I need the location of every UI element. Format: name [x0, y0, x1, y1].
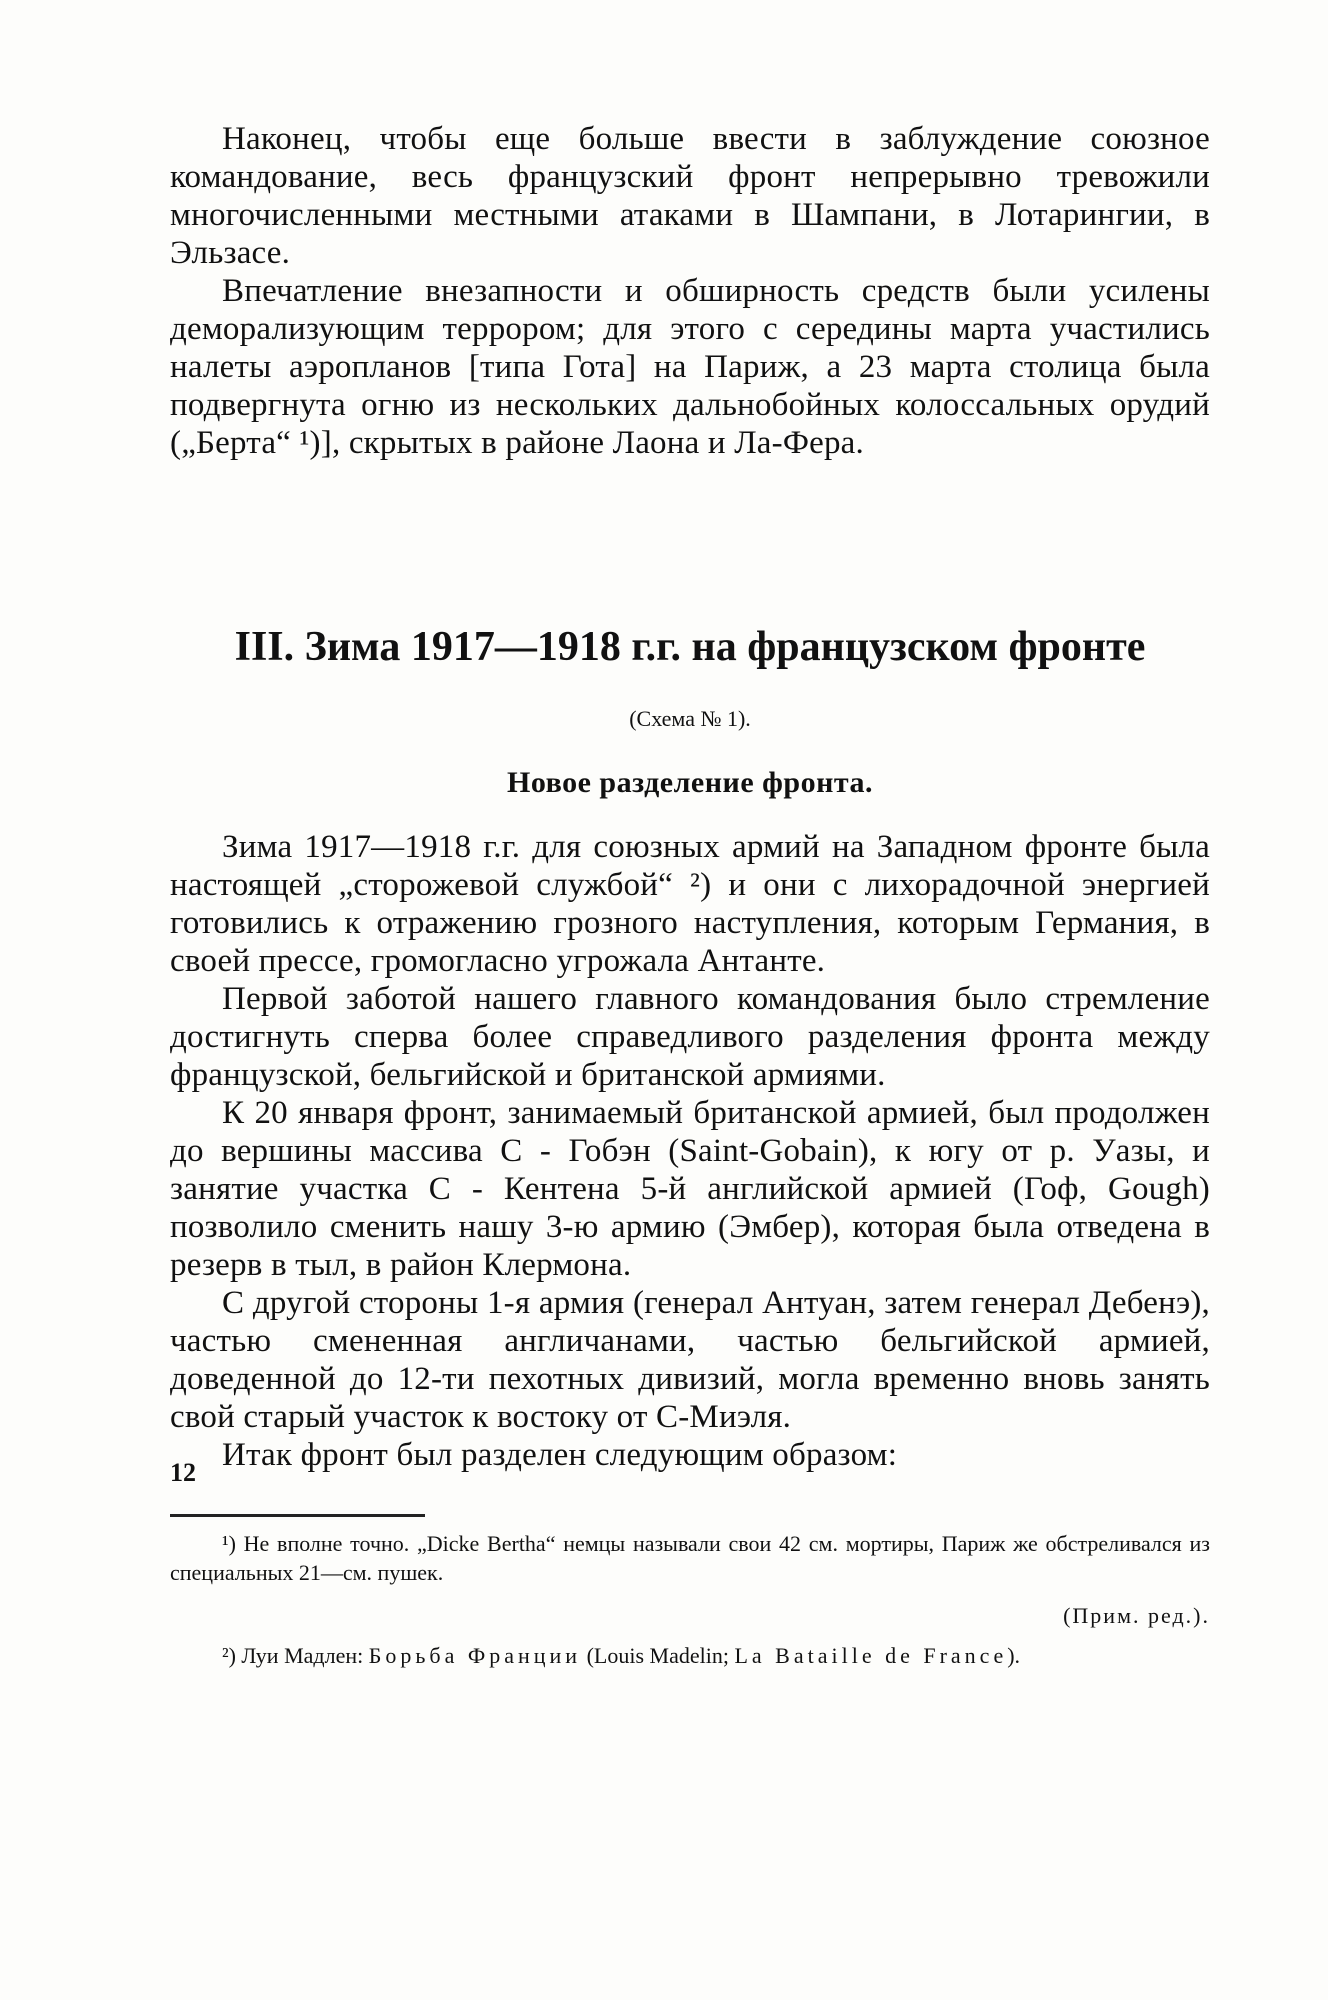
editor-note: (Прим. ред.).: [1063, 1603, 1210, 1628]
footnote-2-suffix: ).: [1007, 1643, 1021, 1668]
paragraph: С другой стороны 1-я армия (генерал Антуан, затем генерал Дебенэ), частью смененная англичанами, частью бельгийской армией, доведенной до 12-ти пехотных дивизий, могла временно вновь занять свой старый участок к востоку от С-Миэля.: [170, 1285, 1210, 1435]
paragraph: К 20 января фронт, занимаемый британской армией, был продолжен до вершины массива С - Гобэн (Saint-Gobain), к югу от р. Уазы, и занятие участка С - Кентена 5-й английской армией (Гоф, Gough) позволило сменить нашу 3-ю армию (Эмбер), которая была отведена в резерв в тыл, в район Клермона.: [170, 1095, 1210, 1283]
paragraph: Итак фронт был разделен следующим образом:: [222, 1437, 898, 1473]
footnote-1: ¹) Не вполне точно. „Dicke Bertha“ немцы называли свои 42 см. мортиры, Париж же обстреливался из специальных 21—см. пушек.: [170, 1531, 1210, 1585]
paragraph: Зима 1917—1918 г.г. для союзных армий на Западном фронте была настоящей „сторожевой службой“ ²) и они с лихорадочной энергией готовились к отражению грозного наступления, которым Германия, в своей прессе, громогласно угрожала Антанте.: [170, 829, 1210, 979]
page-number: 12: [170, 1458, 196, 1487]
chapter-title: III. Зима 1917—1918 г.г. на французском фронте: [234, 624, 1146, 670]
footnote-2-mid: (Louis Madelin;: [581, 1643, 735, 1668]
section-title: Новое разделение фронта.: [507, 766, 873, 799]
intro-text: [170, 120, 1210, 462]
paragraph: Наконец, чтобы еще больше ввести в заблуждение союзное командование, весь французский фронт непрерывно тревожили многочисленными местными атаками в Шампани, в Лотарингии, в Эльзасе.: [170, 121, 1210, 271]
scheme-reference: (Схема № 1).: [629, 706, 751, 731]
footnote-2-prefix: ²) Луи Мадлен:: [222, 1643, 369, 1668]
footnote-2: [170, 1641, 1210, 1670]
footnote-2-title: Борьба Франции: [368, 1643, 582, 1668]
body-text: [170, 828, 1210, 1474]
footnote-2-title-fr: La Bataille de France: [734, 1643, 1008, 1668]
footnote-divider: [170, 1514, 425, 1517]
paragraph: Впечатление внезапности и обширность средств были усилены деморализующим террором; для этого с середины марта участились налеты аэропланов [типа Гота] на Париж, а 23 марта столица была подвергнута огню из нескольких дальнобойных колоссальных орудий („Берта“ ¹)], скрытых в районе Лаона и Ла-Фера.: [170, 273, 1210, 461]
paragraph: Первой заботой нашего главного командования было стремление достигнуть сперва более справедливого разделения фронта между французской, бельгийской и британской армиями.: [170, 981, 1210, 1093]
